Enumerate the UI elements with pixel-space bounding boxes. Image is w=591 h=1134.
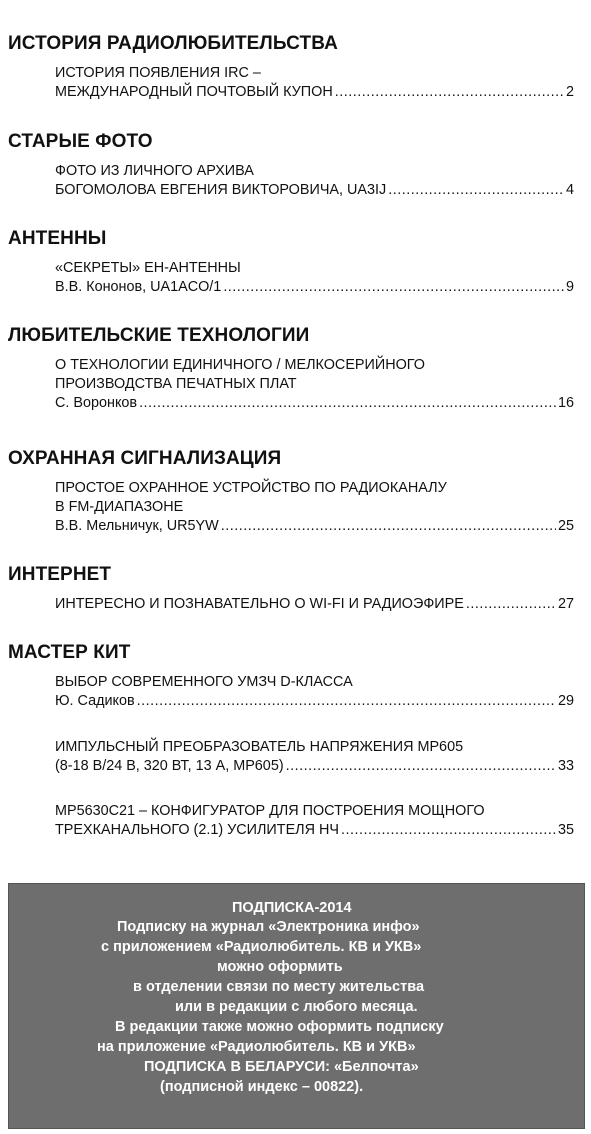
toc-entry[interactable]	[55, 356, 574, 413]
subscription-line: (подписной индекс – 00822).	[160, 1079, 364, 1095]
section-title: АНТЕННЫ	[8, 228, 107, 249]
dot-leader	[388, 181, 564, 200]
dot-leader	[137, 692, 556, 711]
entry-author: Ю. Садиков	[55, 693, 135, 709]
entry-title-line: ВЫБОР СОВРЕМЕННОГО УМЗЧ D-КЛАССА	[55, 674, 353, 690]
subscription-line: или в редакции с любого месяца.	[175, 999, 418, 1015]
entry-title-line: В FM-ДИАПАЗОНЕ	[55, 499, 184, 515]
subscription-line: можно оформить	[217, 959, 343, 975]
toc-entry[interactable]	[55, 738, 574, 776]
dot-leader	[341, 821, 556, 840]
dot-leader	[286, 757, 556, 776]
section-title: ИНТЕРНЕТ	[8, 564, 112, 585]
page-number: 29	[557, 693, 574, 709]
entry-title-line: ПРОСТОЕ ОХРАННОЕ УСТРОЙСТВО ПО РАДИОКАНАЛУ	[55, 480, 447, 496]
entry-title-line: «СЕКРЕТЫ» ЕН-АНТЕННЫ	[55, 260, 241, 276]
page-number: 25	[557, 518, 574, 534]
dot-leader	[466, 595, 556, 614]
toc-entry[interactable]	[55, 673, 574, 711]
subscription-line: Подписку на журнал «Электроника инфо»	[117, 919, 420, 935]
page-number: 27	[557, 596, 574, 612]
toc-entry[interactable]	[55, 479, 574, 536]
subscription-line: с приложением «Радиолюбитель. КВ и УКВ»	[101, 939, 422, 955]
section-title: СТАРЫЕ ФОТО	[8, 131, 153, 152]
page-number: 35	[557, 822, 574, 838]
entry-title-line: ТРЕХКАНАЛЬНОГО (2.1) УСИЛИТЕЛЯ НЧ	[55, 822, 339, 838]
entry-title-line: ИМПУЛЬСНЫЙ ПРЕОБРАЗОВАТЕЛЬ НАПРЯЖЕНИЯ MP605	[55, 739, 464, 755]
subscription-box	[8, 883, 585, 1129]
entry-title-line: О ТЕХНОЛОГИИ ЕДИНИЧНОГО / МЕЛКОСЕРИЙНОГО	[55, 357, 425, 373]
page-number: 9	[565, 279, 574, 295]
entry-title-line: ИНТЕРЕСНО И ПОЗНАВАТЕЛЬНО О WI-FI И РАДИОЭФИРЕ	[55, 596, 464, 612]
dot-leader	[223, 278, 564, 297]
entry-title-line: БОГОМОЛОВА ЕВГЕНИЯ ВИКТОРОВИЧА, UA3IJ	[55, 182, 387, 198]
subscription-line: в отделении связи по месту жительства	[133, 979, 425, 995]
section-title: ИСТОРИЯ РАДИОЛЮБИТЕЛЬСТВА	[8, 33, 338, 54]
entry-title-line: МЕЖДУНАРОДНЫЙ ПОЧТОВЫЙ КУПОН	[55, 84, 333, 100]
dot-leader	[221, 517, 556, 536]
toc-entry[interactable]	[55, 259, 574, 297]
entry-title-line: ИСТОРИЯ ПОЯВЛЕНИЯ IRC –	[55, 65, 261, 81]
dot-leader	[139, 394, 556, 413]
entry-title-line: ПРОИЗВОДСТВА ПЕЧАТНЫХ ПЛАТ	[55, 376, 297, 392]
toc-entry[interactable]	[55, 595, 574, 614]
subscription-line: на приложение «Радиолюбитель. КВ и УКВ»	[97, 1039, 416, 1055]
page-number: 2	[565, 84, 574, 100]
subscription-heading: ПОДПИСКА-2014	[232, 900, 352, 916]
subscription-line: В редакции также можно оформить подписку	[115, 1019, 444, 1035]
entry-author: В.В. Мельничук, UR5YW	[55, 518, 219, 534]
toc-entry[interactable]	[55, 802, 574, 840]
section-title: ОХРАННАЯ СИГНАЛИЗАЦИЯ	[8, 448, 282, 469]
page-number: 33	[557, 758, 574, 774]
section-title: ЛЮБИТЕЛЬСКИЕ ТЕХНОЛОГИИ	[8, 325, 310, 346]
toc-entry[interactable]	[55, 64, 574, 102]
page-number: 16	[557, 395, 574, 411]
toc-entry[interactable]	[55, 162, 574, 200]
entry-author: В.В. Кононов, UA1ACO/1	[55, 279, 222, 295]
entry-author: С. Воронков	[55, 395, 138, 411]
dot-leader	[335, 83, 564, 102]
entry-title-line: (8-18 В/24 В, 320 ВТ, 13 А, MP605)	[55, 758, 284, 774]
entry-title-line: MP5630C21 – КОНФИГУРАТОР ДЛЯ ПОСТРОЕНИЯ МОЩНОГО	[55, 803, 485, 819]
subscription-line: ПОДПИСКА В БЕЛАРУСИ: «Белпочта»	[144, 1059, 419, 1075]
page-number: 4	[565, 182, 574, 198]
section-title: МАСТЕР КИТ	[8, 642, 131, 663]
entry-title-line: ФОТО ИЗ ЛИЧНОГО АРХИВА	[55, 163, 254, 179]
